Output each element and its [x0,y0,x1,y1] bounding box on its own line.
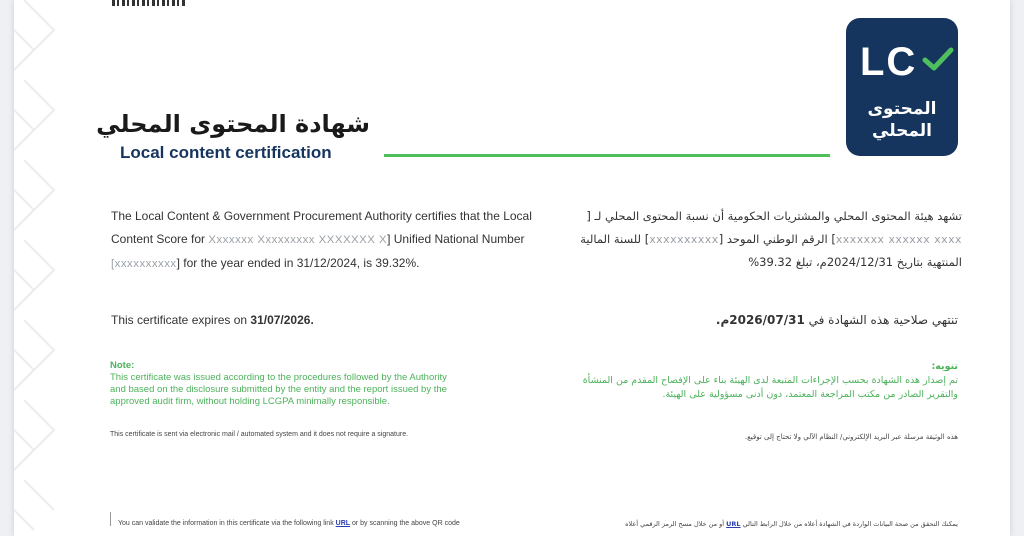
footer-en-suffix: or by scanning the above QR code [350,520,460,527]
footer-english [118,520,460,527]
expiry-en-date: 31/07/2026. [250,313,314,327]
certification-text-arabic [556,205,962,274]
en-body-part2: ] Unified National Number [387,232,525,246]
logo-text-line1: المحتوى [867,99,937,119]
validation-link-english[interactable]: URL [335,520,351,527]
en-entity-redacted: Xxxxxxx Xxxxxxxxx XXXXXXX X [208,234,388,246]
note-ar-title: تنويه: [931,361,958,372]
footer-arabic [625,520,958,528]
lc-logo [846,18,958,156]
title-english: Local content certification [120,143,332,162]
footer-en-prefix: You can validate the information in this certificate via the following link [118,520,336,527]
logo-mark: LC [860,40,918,84]
footer-divider [110,512,111,526]
certificate-page [14,0,1010,536]
expiry-english [111,313,314,327]
expiry-en-prefix: This certificate expires on [111,313,251,327]
footer-ar-prefix: يمكنك التحقق من صحة البيانات الواردة في الشهادة أعلاه من خلال الرابط التالي [740,520,958,528]
ar-number-redacted: xxxxxxxxxx [649,233,719,246]
note-en-text: This certificate was issued according to the procedures followed by the Authority and based on the disclosure submitted by the entity and the report issued by the approved audit firm, without holding LCGPA minimally responsible. [110,372,447,407]
title-arabic: شهادة المحتوى المحلي [96,110,370,138]
title-underline [384,154,830,157]
sent-notice-arabic: هذه الوثيقة مرسلة عبر البريد الإلكتروني/ النظام الآلي ولا تحتاج إلى توقيع. [744,433,958,441]
note-english [110,360,450,408]
footer-ar-suffix: أو من خلال مسح الرمز الرقمي أعلاه [625,520,727,528]
expiry-ar-date: 2026/07/31م. [715,313,805,327]
en-body-part3: ] for the year ended in 31/12/2024, is 39.32%. [176,256,420,270]
ar-entity-redacted: xxxxxxx xxxxxx xxxx [835,233,962,246]
ar-body-part2: ] الرقم الوطني الموحد [ [718,232,836,246]
note-en-title: Note: [110,360,135,371]
expiry-arabic [716,313,958,327]
certification-text-english [111,205,541,276]
en-body-part1: The Local Content & Government Procurement Authority certifies that the Local Content Score for [111,209,532,246]
en-number-redacted: [xxxxxxxxxx [111,258,177,270]
logo-text-line2: المحلي [872,121,932,141]
decorative-pattern [14,0,58,536]
sent-notice-english: This certificate is sent via electronic mail / automated system and it does not require a signature. [110,431,409,438]
validation-link-arabic[interactable]: URL [726,520,741,528]
logo-arabic-text [846,98,958,142]
ar-body-part3: ] للسنة المالية المنتهية بتاريخ 2024/12/31م، تبلغ 39.32% [580,232,962,269]
ar-body-part1: تشهد هيئة المحتوى المحلي والمشتريات الحكومية أن نسبة المحتوى المحلي لـ [ [586,209,962,223]
qr-code-fragment [112,0,186,6]
checkmark-icon [922,46,954,72]
note-ar-text: تم إصدار هذه الشهادة بحسب الإجراءات المتبعة لدى الهيئة بناء على الإفصاح المقدم من المنشأة والتقرير الصادر من مكتب المراجعة المعتمد، دون أدنى مسؤولية على الهيئة. [582,375,958,400]
expiry-ar-prefix: تنتهي صلاحية هذه الشهادة في [804,313,958,327]
note-arabic [558,360,958,402]
